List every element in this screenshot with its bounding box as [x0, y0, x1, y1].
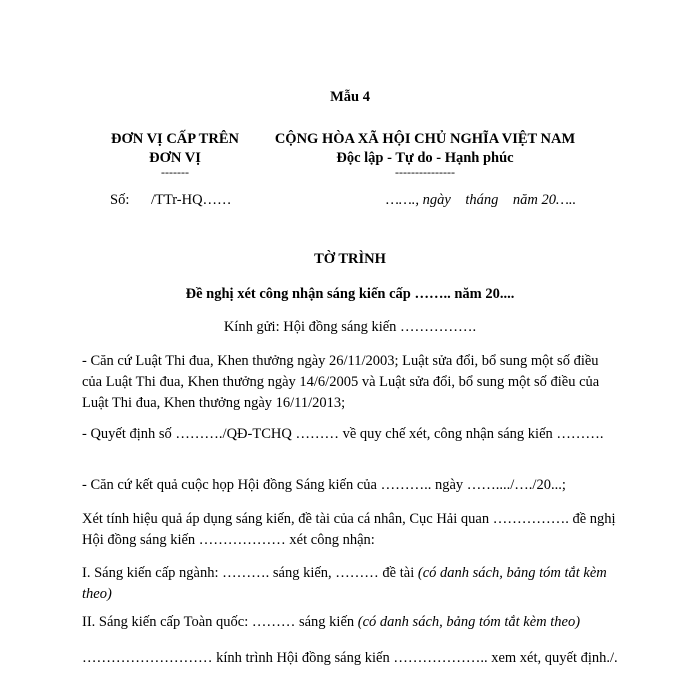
header-right-line2: Độc lập - Tự do - Hạnh phúc [336, 150, 514, 166]
paragraph-legal-basis: - Căn cứ Luật Thi đua, Khen thưởng ngày 26/11/2003; Luật sửa đổi, bổ sung một số điều của Luật Thi đua, Khen thưởng ngày 14/6/2005 và Luật sửa đổi, bổ sung một số điều của Luật Thi đua, Khen thưởng ngày 16/11/2013; [82, 353, 600, 411]
header-left-underline: ------- [161, 165, 189, 179]
recipient-line: Kính gửi: Hội đồng sáng kiến ……………. [223, 319, 477, 335]
paragraph-meeting-result: - Căn cứ kết quả cuộc họp Hội đồng Sáng kiến của ……….. ngày ……..../…./20...; [82, 477, 566, 493]
item-industry-note: (có danh sách, bảng tóm tắt kèm theo) [82, 565, 607, 602]
item-industry-text: I. Sáng kiến cấp ngành: ………. sáng kiến, ……… đề tài [82, 565, 418, 581]
document-title: TỜ TRÌNH [314, 251, 386, 267]
document-subtitle: Đề nghị xét công nhận sáng kiến cấp …….. năm 20.... [185, 286, 515, 302]
header-left-line2: ĐƠN VỊ [149, 150, 201, 166]
date-line: ……., ngày tháng năm 20….. [386, 192, 577, 208]
form-label: Mẫu 4 [330, 89, 370, 105]
number-label: Số: [110, 192, 130, 208]
item-national-note: (có danh sách, bảng tóm tắt kèm theo) [357, 614, 581, 630]
item-national-level [82, 612, 620, 633]
paragraph-proposal: Xét tính hiệu quả áp dụng sáng kiến, đề tài của cá nhân, Cục Hải quan ……………. đề nghị Hội đồng sáng kiến ……………… xét công nhận: [82, 511, 616, 548]
paragraph-decision: - Quyết định số ………./QĐ-TCHQ ……… về quy chế xét, công nhận sáng kiến ………. [82, 426, 604, 442]
header-left-line1: ĐƠN VỊ CẤP TRÊN [111, 131, 239, 147]
number-value: /TTr-HQ…… [151, 192, 232, 208]
item-industry-level [82, 563, 620, 605]
header-right-underline: --------------- [395, 165, 455, 179]
header-right-line1: CỘNG HÒA XÃ HỘI CHỦ NGHĨA VIỆT NAM [274, 131, 576, 147]
closing-paragraph: ……………………… kính trình Hội đồng sáng kiến ……………….. xem xét, quyết định./. [82, 650, 618, 666]
item-national-text: II. Sáng kiến cấp Toàn quốc: ……… sáng kiến [82, 614, 358, 630]
